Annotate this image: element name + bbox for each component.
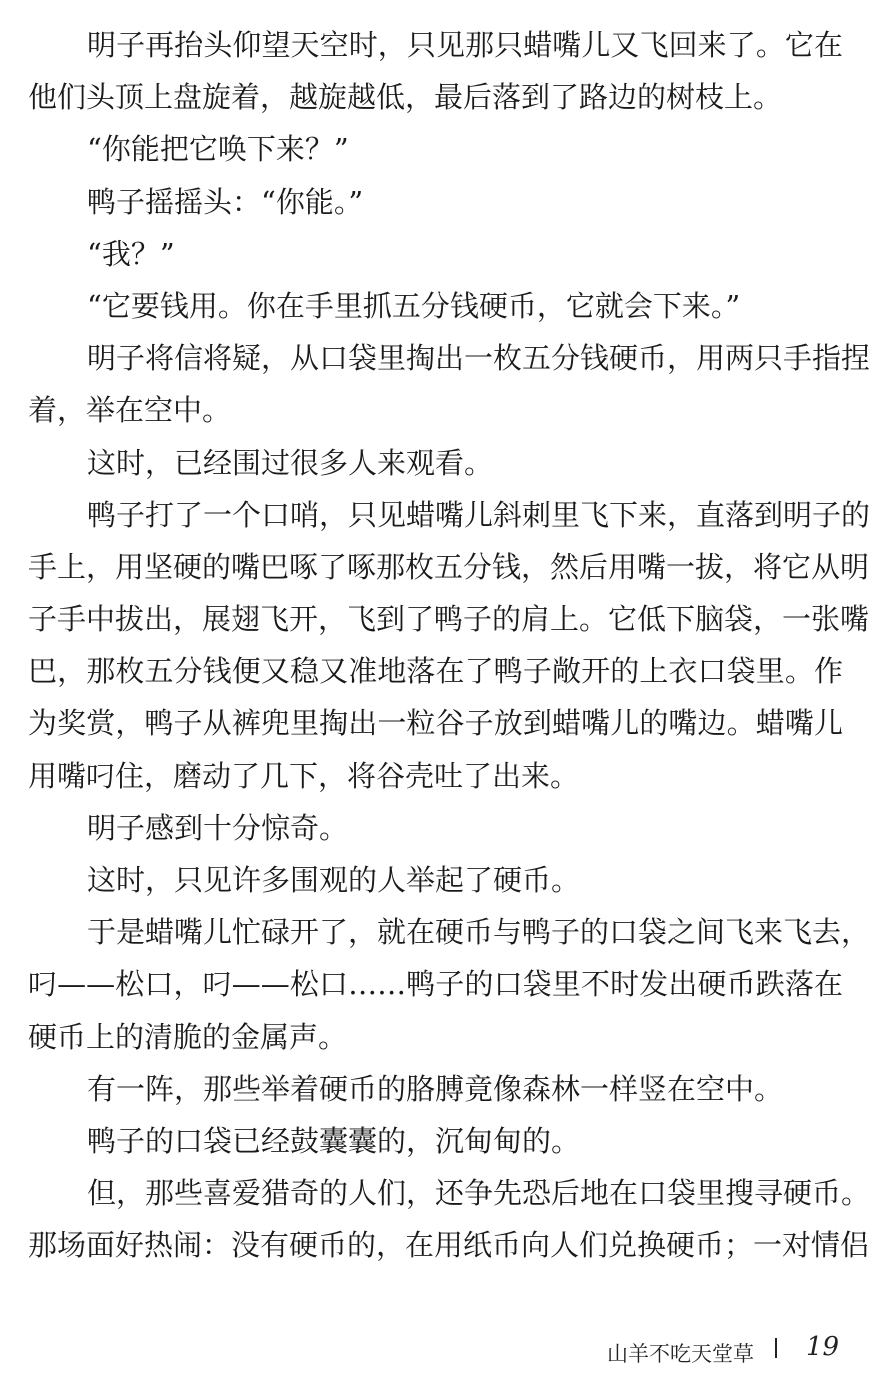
paragraph	[28, 19, 843, 123]
paragraph	[28, 123, 843, 175]
text-line: 着，举在空中。	[28, 393, 232, 428]
page-footer	[0, 1330, 872, 1370]
text-line: “它要钱用。你在手里抓五分钱硬币，它就会下来。”	[87, 288, 741, 323]
text-line: “你能把它唤下来？”	[87, 132, 349, 167]
paragraph	[28, 332, 871, 436]
text-line: 这时，只见许多围观的人举起了硬币。	[87, 863, 581, 897]
text-line: 用嘴叼住，磨动了几下，将谷壳吐了出来。	[28, 758, 580, 793]
text-line: 明子感到十分惊奇。	[87, 810, 349, 845]
text-line: 手上，用坚硬的嘴巴啄了啄那枚五分钱，然后用嘴一拔，将它从明	[28, 549, 870, 584]
text-line: 硬币上的清脆的金属声。	[28, 1019, 348, 1054]
footer-divider	[775, 1338, 777, 1358]
text-line: 鸭子摇摇头：“你能。”	[87, 184, 364, 219]
text-line: “我？”	[87, 236, 175, 271]
text-line: 为奖赏，鸭子从裤兜里掏出一粒谷子放到蜡嘴儿的嘴边。蜡嘴儿	[28, 706, 843, 741]
paragraph	[28, 1115, 843, 1167]
paragraph	[28, 906, 871, 1063]
paragraph	[28, 1167, 871, 1271]
text-line: 于是蜡嘴儿忙碌开了，就在硬币与鸭子的口袋之间飞来飞去，	[87, 915, 871, 950]
paragraph	[28, 802, 843, 854]
paragraph	[28, 489, 871, 802]
text-line: 叼——松口，叼——松口……鸭子的口袋里不时发出硬币跌落在	[28, 967, 843, 1002]
paragraph	[28, 854, 843, 906]
text-line: 有一阵，那些举着硬币的胳膊竟像森林一样竖在空中。	[87, 1071, 784, 1106]
text-line: 鸭子的口袋已经鼓囊囊的，沉甸甸的。	[87, 1123, 581, 1158]
text-line: 明子将信将疑，从口袋里掏出一枚五分钱硬币，用两只手指捏	[87, 341, 871, 376]
paragraph	[28, 1063, 843, 1115]
body-text	[28, 19, 871, 1272]
page-number: 19	[806, 1332, 840, 1362]
paragraph	[28, 437, 843, 489]
text-line: 明子再抬头仰望天空时，只见那只蜡嘴儿又飞回来了。它在	[87, 28, 843, 62]
book-title: 山羊不吃天堂草	[607, 1342, 754, 1366]
text-line: 鸭子打了一个口哨，只见蜡嘴儿斜刺里飞下来，直落到明子的	[87, 497, 871, 532]
text-line: 子手中拔出，展翅飞开，飞到了鸭子的肩上。它低下脑袋，一张嘴	[28, 602, 870, 637]
text-line: 巴，那枚五分钱便又稳又准地落在了鸭子敞开的上衣口袋里。作	[28, 654, 843, 689]
paragraph	[28, 176, 843, 228]
text-line: 这时，已经围过很多人来观看。	[87, 445, 494, 480]
paragraph	[28, 280, 843, 332]
text-line: 那场面好热闹：没有硬币的，在用纸币向人们兑换硬币；一对情侣	[28, 1228, 870, 1263]
text-line: 但，那些喜爱猎奇的人们，还争先恐后地在口袋里搜寻硬币。	[87, 1176, 871, 1211]
paragraph	[28, 228, 843, 280]
text-line: 他们头顶上盘旋着，越旋越低，最后落到了路边的树枝上。	[28, 80, 783, 115]
